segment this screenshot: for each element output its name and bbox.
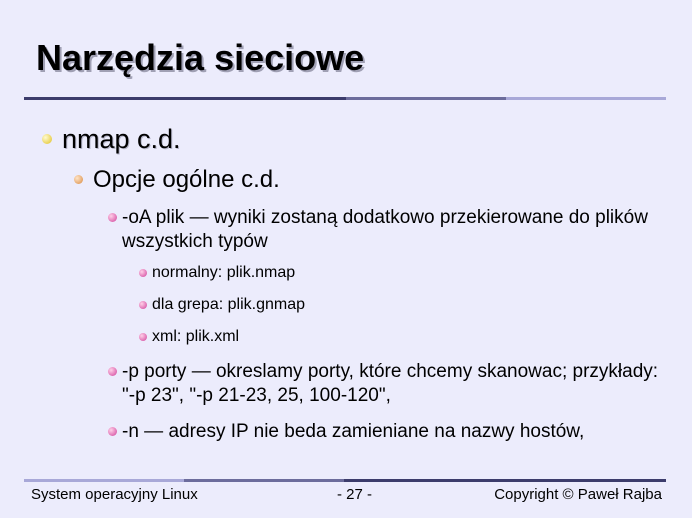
bullet-dot-icon [108, 427, 117, 436]
bullet-dot-icon [42, 134, 52, 144]
bullet-text: xml: plik.xml [152, 328, 240, 345]
bullet-dot-icon [139, 269, 147, 277]
bullet-dot-icon [139, 301, 147, 309]
title-divider-segment [24, 97, 346, 100]
sub-item-grep [139, 296, 305, 314]
bullet-dot-icon [108, 213, 117, 222]
footer-page-number: - 27 - [337, 486, 373, 503]
bullet-item-oA [108, 206, 668, 254]
bullet-item-p [108, 360, 668, 408]
sub-item-normal [139, 264, 295, 282]
footer-divider-segment [184, 479, 344, 482]
footer-divider-segment [344, 479, 666, 482]
bullet-text: Opcje ogólne c.d. [93, 166, 280, 193]
bullet-text: -oA plik — wyniki zostaną dodatkowo przekierowane do plików wszystkich typów [122, 207, 648, 252]
bullet-dot-icon [108, 367, 117, 376]
bullet-level2 [74, 166, 280, 194]
bullet-text: dla grepa: plik.gnmap [152, 296, 305, 313]
bullet-text: normalny: plik.nmap [152, 264, 296, 281]
bullet-text: -p porty — okreslamy porty, które chcemy skanowac; przykłady: "-p 23", "-p 21-23, 25, 100-120", [122, 361, 659, 406]
footer-course-name: System operacyjny Linux [31, 486, 198, 503]
bullet-text: -n — adresy IP nie beda zamieniane na nazwy hostów, [122, 421, 585, 442]
bullet-dot-icon [74, 175, 83, 184]
footer-copyright: Copyright © Paweł Rajba [494, 486, 662, 503]
bullet-item-n [108, 420, 668, 444]
slide-title: Narzędzia sieciowe [36, 37, 365, 78]
bullet-text: nmap c.d. [62, 124, 181, 154]
bullet-dot-icon [139, 333, 147, 341]
title-divider-segment [346, 97, 506, 100]
sub-item-xml [139, 328, 239, 346]
bullet-level1 [42, 124, 181, 155]
footer-divider-segment [24, 479, 184, 482]
title-divider-segment [506, 97, 666, 100]
